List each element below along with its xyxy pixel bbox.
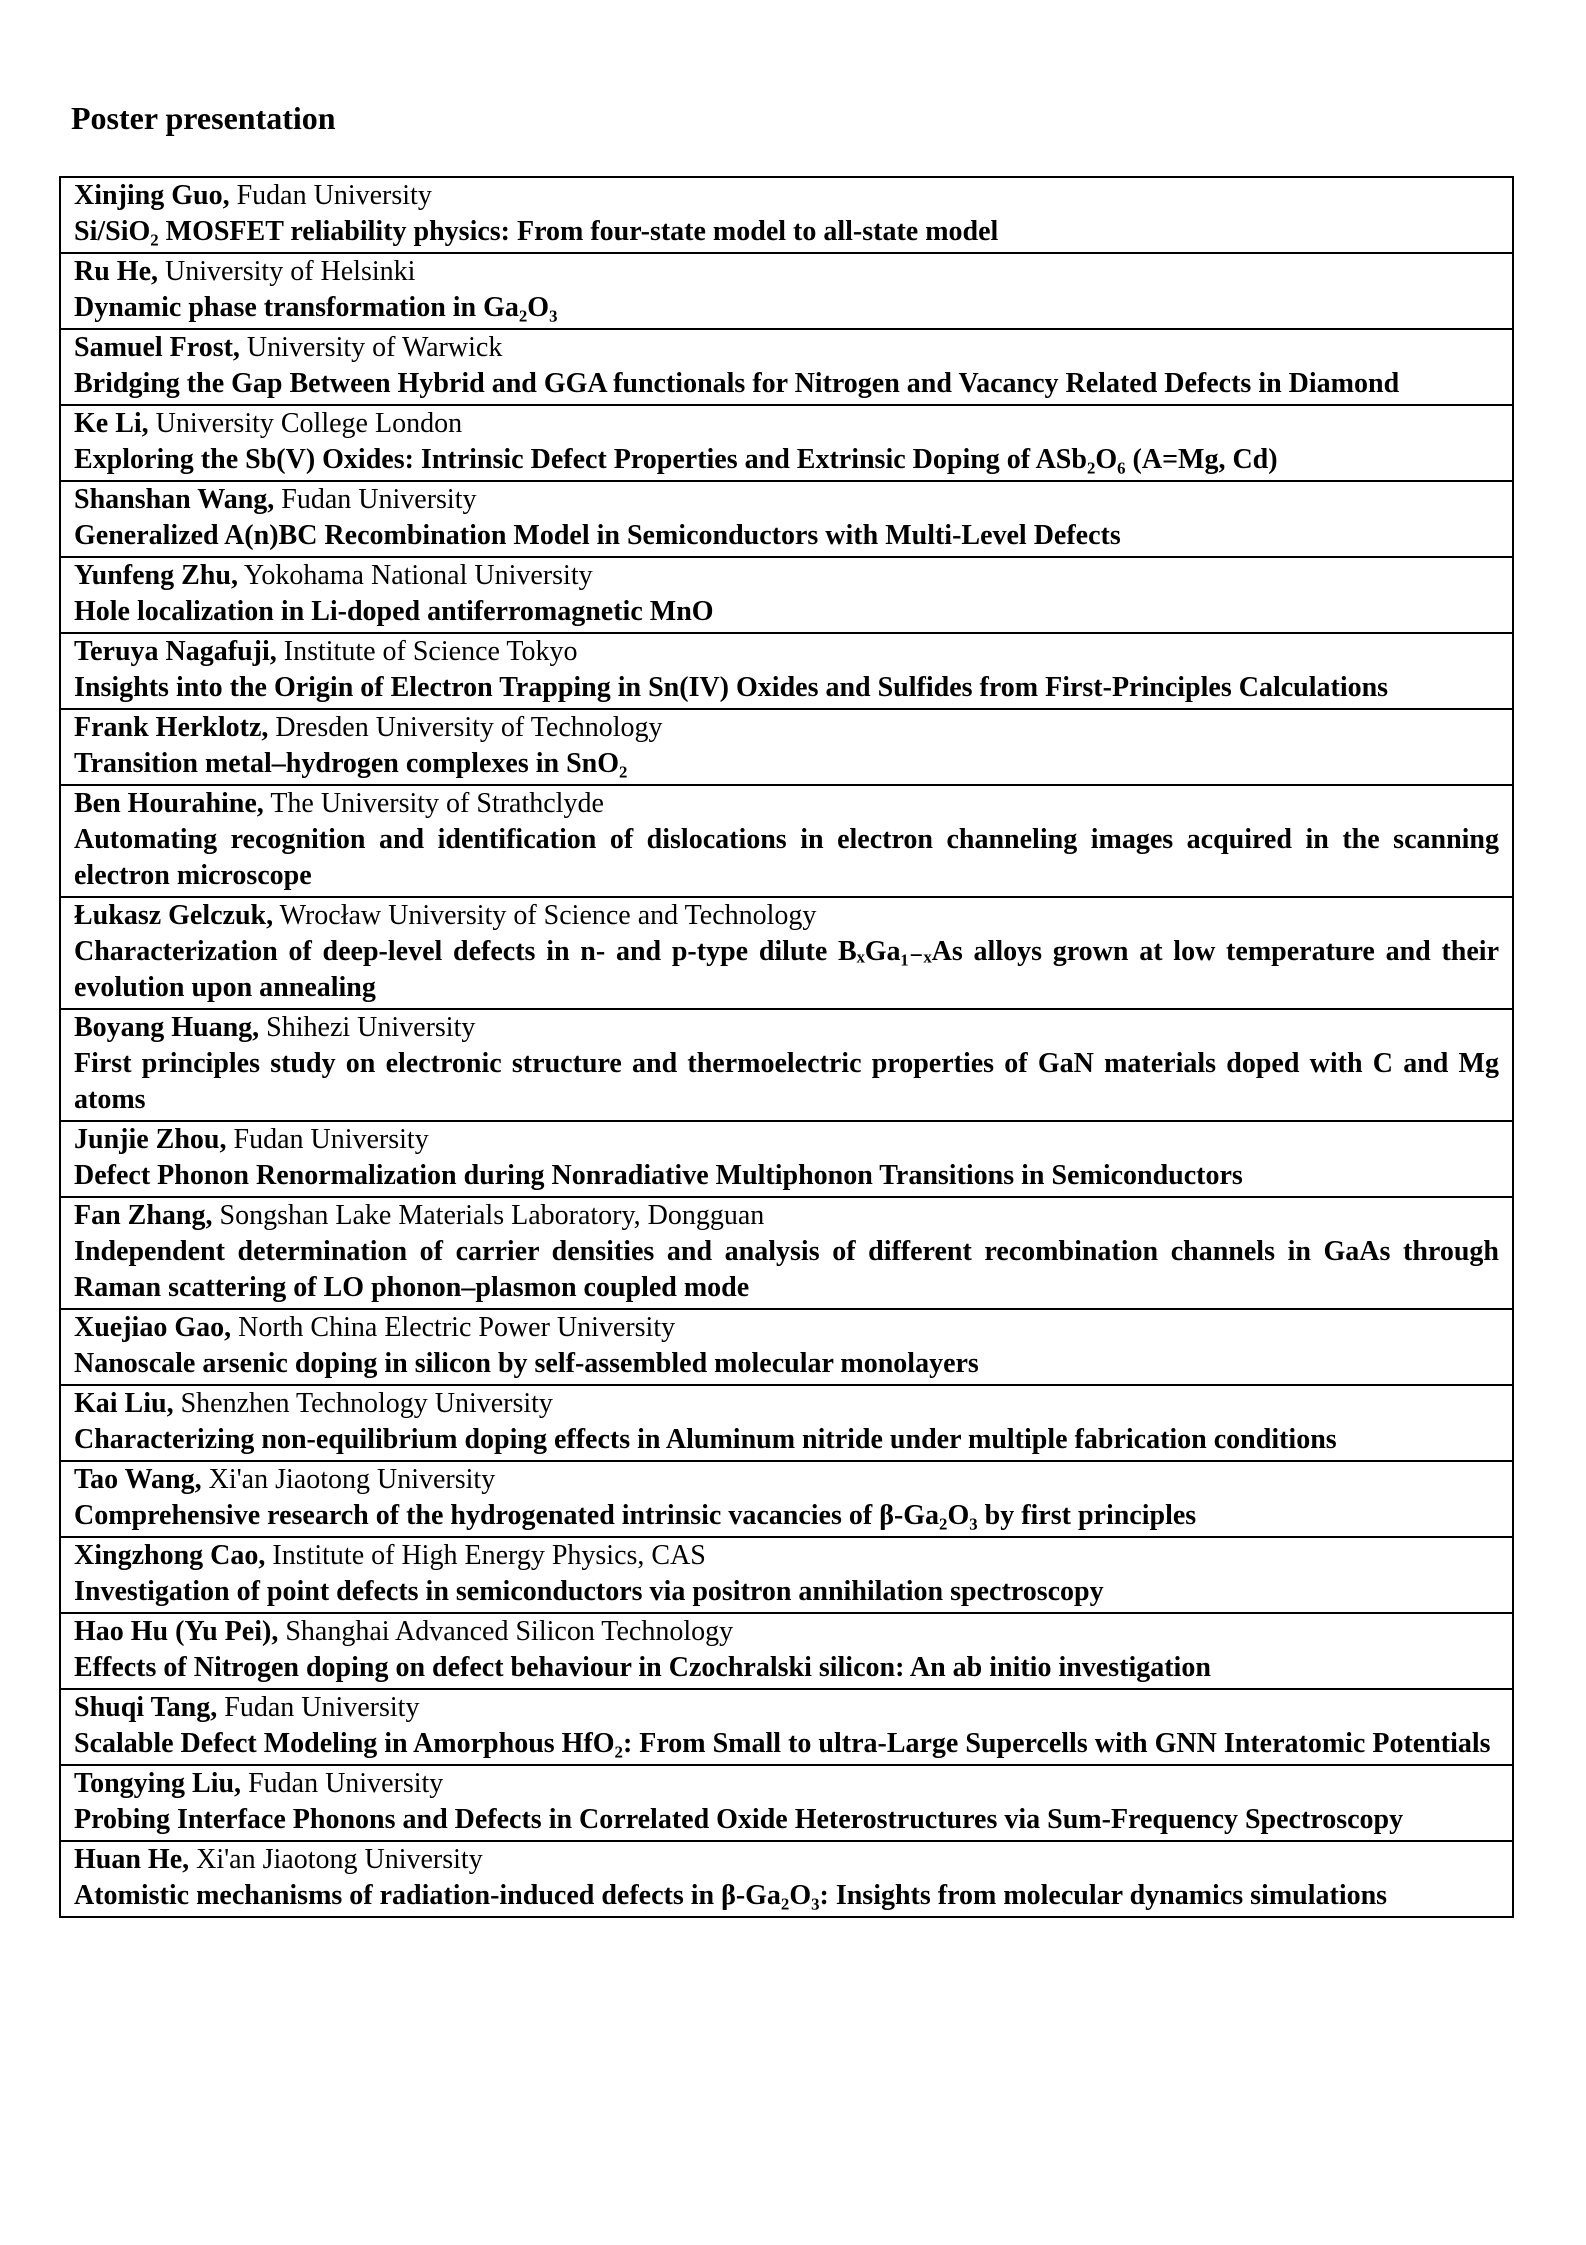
table-row bbox=[60, 785, 1513, 897]
presenter-line bbox=[74, 1198, 1499, 1234]
table-row bbox=[60, 1613, 1513, 1689]
presenter-affiliation: Fudan University bbox=[248, 1768, 444, 1799]
presentation-title: Effects of Nitrogen doping on defect behaviour in Czochralski silicon: An ab initio investigation bbox=[74, 1652, 1211, 1683]
presenter-affiliation: Fudan University bbox=[281, 484, 477, 515]
table-row bbox=[60, 1537, 1513, 1613]
presenter-line bbox=[74, 254, 1499, 290]
table-cell bbox=[60, 253, 1513, 329]
presenter-affiliation: The University of Strathclyde bbox=[270, 788, 604, 819]
table-cell bbox=[60, 633, 1513, 709]
table-cell bbox=[60, 1121, 1513, 1197]
presenter-line bbox=[74, 1462, 1499, 1498]
presenter-name: Yunfeng Zhu, bbox=[74, 560, 238, 591]
presentation-title: Automating recognition and identification of dislocations in electron channeling images acquired in the scanning electron microscope bbox=[74, 824, 1499, 891]
presenter-affiliation: Songshan Lake Materials Laboratory, Dongguan bbox=[219, 1200, 765, 1231]
table-row bbox=[60, 1385, 1513, 1461]
presentation-title: Probing Interface Phonons and Defects in Correlated Oxide Heterostructures via Sum-Frequency Spectroscopy bbox=[74, 1804, 1404, 1835]
presenter-line bbox=[74, 710, 1499, 746]
presentation-title: Investigation of point defects in semiconductors via positron annihilation spectroscopy bbox=[74, 1576, 1104, 1607]
presentation-title: Defect Phonon Renormalization during Nonradiative Multiphonon Transitions in Semiconductors bbox=[74, 1160, 1243, 1191]
presenter-name: Junjie Zhou, bbox=[74, 1124, 227, 1155]
table-cell bbox=[60, 897, 1513, 1009]
presenter-affiliation: Yokohama National University bbox=[243, 560, 593, 591]
poster-table-body bbox=[60, 177, 1513, 1917]
presenter-affiliation: University College London bbox=[155, 408, 463, 439]
table-row bbox=[60, 405, 1513, 481]
presenter-affiliation: University of Helsinki bbox=[165, 256, 416, 287]
table-row bbox=[60, 177, 1513, 253]
presenter-line bbox=[74, 898, 1499, 934]
table-cell bbox=[60, 1385, 1513, 1461]
presenter-name: Łukasz Gelczuk, bbox=[74, 900, 274, 931]
presenter-affiliation: Wrocław University of Science and Technology bbox=[279, 900, 817, 931]
presenter-affiliation: University of Warwick bbox=[246, 332, 503, 363]
presenter-affiliation: Institute of Science Tokyo bbox=[283, 636, 578, 667]
presentation-title: Hole localization in Li-doped antiferromagnetic MnO bbox=[74, 596, 714, 627]
presentation-title: Dynamic phase transformation in Ga₂O₃ bbox=[74, 292, 558, 323]
presenter-name: Tao Wang, bbox=[74, 1464, 202, 1495]
presenter-name: Ru He, bbox=[74, 256, 158, 287]
presentation-title: Transition metal–hydrogen complexes in SnO₂ bbox=[74, 748, 628, 779]
presenter-line bbox=[74, 1010, 1499, 1046]
presenter-line bbox=[74, 1690, 1499, 1726]
presentation-title: Exploring the Sb(V) Oxides: Intrinsic Defect Properties and Extrinsic Doping of ASb₂O₆ (A=Mg, Cd) bbox=[74, 444, 1278, 475]
page-title: Poster presentation bbox=[71, 100, 336, 136]
presentation-title: Insights into the Origin of Electron Trapping in Sn(IV) Oxides and Sulfides from First-Principles Calculations bbox=[74, 672, 1389, 703]
table-row bbox=[60, 709, 1513, 785]
presenter-name: Xinjing Guo, bbox=[74, 180, 230, 211]
presenter-affiliation: Shenzhen Technology University bbox=[180, 1388, 553, 1419]
presenter-line bbox=[74, 1766, 1499, 1802]
presenter-line bbox=[74, 634, 1499, 670]
table-row bbox=[60, 897, 1513, 1009]
table-cell bbox=[60, 1841, 1513, 1917]
presenter-line bbox=[74, 1122, 1499, 1158]
presenter-affiliation: Fudan University bbox=[236, 180, 432, 211]
table-cell bbox=[60, 177, 1513, 253]
table-cell bbox=[60, 329, 1513, 405]
table-row bbox=[60, 1309, 1513, 1385]
table-row bbox=[60, 1009, 1513, 1121]
presentation-title: First principles study on electronic structure and thermoelectric properties of GaN materials doped with C and Mg atoms bbox=[74, 1048, 1499, 1115]
table-cell bbox=[60, 1689, 1513, 1765]
table-row bbox=[60, 1197, 1513, 1309]
presenter-name: Tongying Liu, bbox=[74, 1768, 242, 1799]
presenter-affiliation: Xi'an Jiaotong University bbox=[196, 1844, 483, 1875]
presenter-line bbox=[74, 1614, 1499, 1650]
presentation-title: Scalable Defect Modeling in Amorphous HfO₂: From Small to ultra-Large Supercells with GNN Interatomic Potentials bbox=[74, 1728, 1491, 1759]
presenter-name: Boyang Huang, bbox=[74, 1012, 260, 1043]
presenter-line bbox=[74, 406, 1499, 442]
presenter-name: Kai Liu, bbox=[74, 1388, 174, 1419]
table-cell bbox=[60, 785, 1513, 897]
presenter-line bbox=[74, 786, 1499, 822]
table-row bbox=[60, 557, 1513, 633]
presenter-name: Shanshan Wang, bbox=[74, 484, 275, 515]
presenter-name: Ben Hourahine, bbox=[74, 788, 264, 819]
poster-presentation-table bbox=[59, 176, 1514, 1918]
presenter-affiliation: North China Electric Power University bbox=[238, 1312, 676, 1343]
table-cell bbox=[60, 1461, 1513, 1537]
presenter-affiliation: Dresden University of Technology bbox=[275, 712, 663, 743]
presenter-line bbox=[74, 1538, 1499, 1574]
table-row bbox=[60, 253, 1513, 329]
presenter-line bbox=[74, 1842, 1499, 1878]
presentation-title: Characterizing non-equilibrium doping effects in Aluminum nitride under multiple fabrication conditions bbox=[74, 1424, 1337, 1455]
presenter-line bbox=[74, 1310, 1499, 1346]
table-row bbox=[60, 481, 1513, 557]
presenter-name: Fan Zhang, bbox=[74, 1200, 213, 1231]
table-row bbox=[60, 1765, 1513, 1841]
presenter-affiliation: Shanghai Advanced Silicon Technology bbox=[285, 1616, 734, 1647]
presentation-title: Atomistic mechanisms of radiation-induced defects in β-Ga₂O₃: Insights from molecular dynamics simulations bbox=[74, 1880, 1388, 1911]
presenter-name: Xuejiao Gao, bbox=[74, 1312, 232, 1343]
presentation-title: Si/SiO₂ MOSFET reliability physics: From four-state model to all-state model bbox=[74, 216, 999, 247]
presenter-affiliation: Shihezi University bbox=[266, 1012, 476, 1043]
presenter-affiliation: Fudan University bbox=[233, 1124, 429, 1155]
presentation-title: Generalized A(n)BC Recombination Model in Semiconductors with Multi-Level Defects bbox=[74, 520, 1121, 551]
table-row bbox=[60, 1121, 1513, 1197]
table-row bbox=[60, 633, 1513, 709]
table-cell bbox=[60, 1309, 1513, 1385]
presenter-affiliation: Fudan University bbox=[224, 1692, 420, 1723]
presenter-name: Frank Herklotz, bbox=[74, 712, 269, 743]
presenter-line bbox=[74, 330, 1499, 366]
presentation-title: Comprehensive research of the hydrogenated intrinsic vacancies of β-Ga₂O₃ by first principles bbox=[74, 1500, 1197, 1531]
presenter-line bbox=[74, 1386, 1499, 1422]
presentation-title: Nanoscale arsenic doping in silicon by self-assembled molecular monolayers bbox=[74, 1348, 979, 1379]
table-row bbox=[60, 329, 1513, 405]
presenter-affiliation: Institute of High Energy Physics, CAS bbox=[272, 1540, 706, 1571]
presenter-name: Ke Li, bbox=[74, 408, 149, 439]
table-cell bbox=[60, 709, 1513, 785]
presenter-name: Teruya Nagafuji, bbox=[74, 636, 277, 667]
presenter-affiliation: Xi'an Jiaotong University bbox=[208, 1464, 496, 1495]
table-row bbox=[60, 1461, 1513, 1537]
presenter-line bbox=[74, 482, 1499, 518]
table-cell bbox=[60, 405, 1513, 481]
table-cell bbox=[60, 481, 1513, 557]
presentation-title: Characterization of deep-level defects in n- and p-type dilute BₓGa₁₋ₓAs alloys grown at low temperature and their evolution upon annealing bbox=[74, 936, 1499, 1003]
presenter-name: Xingzhong Cao, bbox=[74, 1540, 266, 1571]
presentation-title: Bridging the Gap Between Hybrid and GGA functionals for Nitrogen and Vacancy Related Defects in Diamond bbox=[74, 368, 1400, 399]
presenter-line bbox=[74, 558, 1499, 594]
table-row bbox=[60, 1841, 1513, 1917]
presenter-name: Samuel Frost, bbox=[74, 332, 240, 363]
table-row bbox=[60, 1689, 1513, 1765]
presenter-name: Hao Hu (Yu Pei), bbox=[74, 1616, 279, 1647]
table-cell bbox=[60, 1765, 1513, 1841]
table-cell bbox=[60, 1009, 1513, 1121]
table-cell bbox=[60, 1613, 1513, 1689]
presentation-title: Independent determination of carrier densities and analysis of different recombination channels in GaAs through Raman scattering of LO phonon–plasmon coupled mode bbox=[74, 1236, 1499, 1303]
presenter-name: Huan He, bbox=[74, 1844, 190, 1875]
presenter-line bbox=[74, 178, 1499, 214]
table-cell bbox=[60, 557, 1513, 633]
presenter-name: Shuqi Tang, bbox=[74, 1692, 218, 1723]
table-cell bbox=[60, 1537, 1513, 1613]
table-cell bbox=[60, 1197, 1513, 1309]
